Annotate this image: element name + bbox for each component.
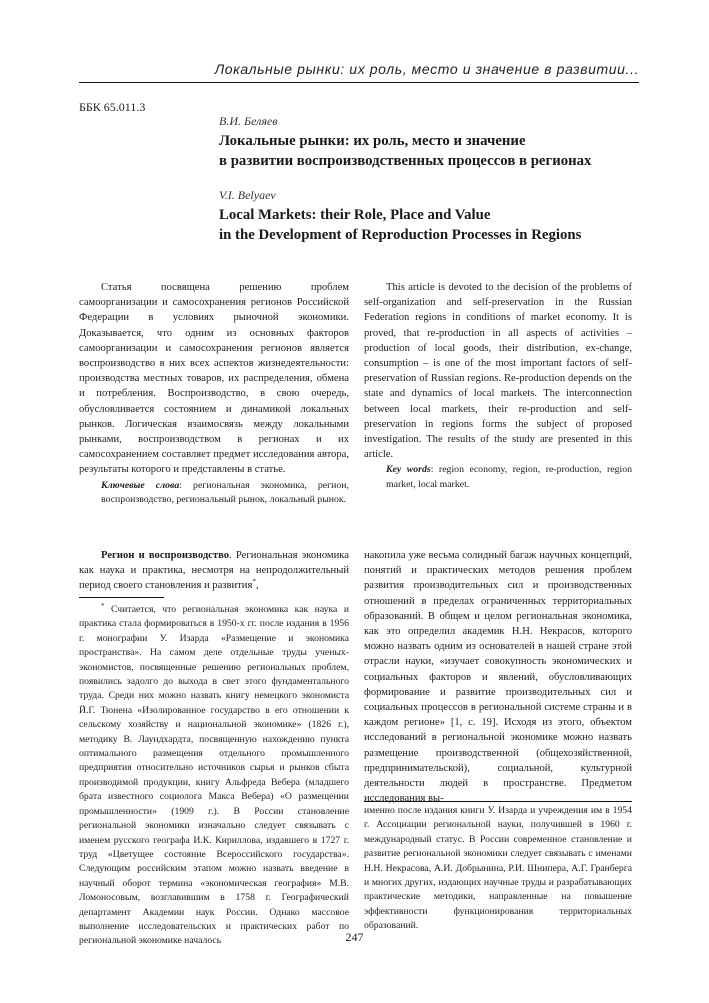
bbk-code: ББК 65.011.3 (79, 100, 146, 114)
title-en-line1: Local Markets: their Role, Place and Value (219, 207, 491, 223)
author-en: V.I. Belyaev (219, 188, 276, 202)
keywords-ru-label: Ключевые слова (101, 479, 180, 491)
running-head: Локальные рынки: их роль, место и значение в развитии... (214, 61, 639, 77)
page-number: 247 (345, 930, 364, 944)
footnote-marker: * (101, 601, 105, 610)
keywords-ru (79, 479, 349, 508)
body-left-text-end: , (255, 580, 259, 592)
title-ru-line1: Локальные рынки: их роль, место и значение (219, 133, 526, 149)
footnote-right (364, 804, 632, 934)
footnote-separator (79, 597, 164, 598)
body-left-paragraph (79, 548, 349, 594)
title-block-en (219, 187, 649, 245)
title-ru-line2: в развитии воспроизводственных процессов в регионах (219, 153, 592, 169)
keywords-en (364, 463, 632, 492)
body-left-column (79, 548, 349, 594)
body-left-text: . Региональная экономика как наука и практика, несмотря на непродолжительный период своего становления и развития (79, 550, 349, 592)
keywords-ru-list: : региональная экономика, регион, воспроизводство, региональный рынок, локальный рынок. (101, 479, 349, 506)
title-en-line2: in the Development of Reproduction Processes in Regions (219, 227, 582, 243)
footnote-left-paragraph (79, 603, 349, 949)
footnote-right-text: именно после издания книги У. Изарда и учреждения им в 1954 г. Ассоциации региональной науки, получившей в 1960 г. международный статус. В России современное становление и развитие региональной экономики следует связывать с именами Н.Н. Некрасова, А.И. Добрынина, Р.И. Шнипера, А.Г. Гранберга и многих других, издающих научные труды и разрабатывающих практические методики, направленные на повышение эффективности функционирования территориальных образований. (364, 805, 632, 932)
abstract-ru (79, 280, 349, 508)
keywords-en-label: Key words (386, 464, 431, 476)
footnote-left (79, 603, 349, 949)
author-ru: В.И. Беляев (219, 114, 278, 128)
body-right-column (364, 548, 632, 806)
section-heading: Регион и воспроизводство (101, 550, 230, 561)
abstract-en (364, 280, 632, 492)
footnote-left-text: Считается, что региональная экономика как наука и практика стала формироваться в 1950-х гг. после издания в 1956 г. монографии У. Изарда «Размещение и экономика пространства». На самом деле отдельные труды ученых-экономистов, посвященные решению региональных проблем, появились задолго до выхода в свет этого фундаментального труда. Среди них можно назвать книгу немецкого экономиста Й.Г. Тюнена «Изолированное государство в его отношении к сельскому хозяйству и национальной экономике» (1826 г.), методику В. Лаундхардта, посвященную нахождению пункта оптимального размещения отдельного промышленного предприятия относительно источников сырья и рынков сбыта производимой продукции, книгу Альфреда Вебера (младшего брата известного социолога Макса Вебера) «О размещении промышленности» (1909 г.). В России становление региональной экономики изначально следует связывать с именем русского географа И.К. Кириллова, издавшего в 1727 г. труд «Цветущее состояние Всероссийского государства». Следующим российским этапом можно назвать введение в научный оборот термина «экономическая география» М.В. Ломоносовым, возглавившим в 1758 г. Географический департамент Академии наук России. Однако массовое выполнение исследовательских и практических работ по региональной экономике началось (79, 604, 350, 947)
abstract-ru-text: Статья посвящена решению проблем самоорганизации и самосохранения регионов Российской Федерации в условиях рыночной экономики. Доказывается, что одним из основных факторов самоорганизации и самосохранения регионов является воспроизводство в них всех аспектов жизнедеятельности: производства местных товаров, их распределения, обмена и потребления. Воспроизводство, в свою очередь, обусловливается состоянием и динамикой локальных рынков. Логическая взаимосвязь между локальными рынками, воспроизводством в регионах и их самосохранением составляет предмет исследования автора, результаты которого и представлены в статье. (79, 282, 349, 476)
header-rule (79, 82, 639, 83)
abstract-en-text: This article is devoted to the decision of the problems of self-organization and self-preservation in the Russian Federation regions in conditions of market economy. It is proved, that re-production in all aspects of activities – production of local goods, their distribution, ex-change, consumption – is one of the most important factors of self-preservation of Russian regions. Re-production depends on the state and dynamics of local markets. The interconnection between local markets, their re-production and self-preservation in regions forms the subject of proposed investigation. The results of the study are presented in this article. (364, 282, 632, 461)
footnote-ref: * (252, 577, 256, 586)
body-right-text: накопила уже весьма солидный багаж научных концепций, понятий и практических методов решения проблем развития производительных сил и производственных отношений в пределах ограниченных территориальных образований. В общем и целом региональная экономика, как это определил академик Н.Н. Некрасов, которого можно назвать одним из основателей в нашей стране этой отрасли науки, «изучает совокупность экономических и социальных факторов и явлений, обусловливающих формирование и развитие производительных сил и социальных процессов в региональной системе страны и в каждом регионе» [1, с. 19]. Исходя из этого, объектом исследований в региональной экономике можно назвать размещение производственной (общехозяйственной, предпринимательской), социальной, культурной деятельности людей в пространстве. Предметом исследования вы- (364, 550, 632, 805)
title-block-ru (219, 113, 649, 171)
keywords-en-list: : region economy, region, re-production, region market, local market. (386, 464, 632, 490)
footnote-continuation-rule (364, 801, 632, 802)
